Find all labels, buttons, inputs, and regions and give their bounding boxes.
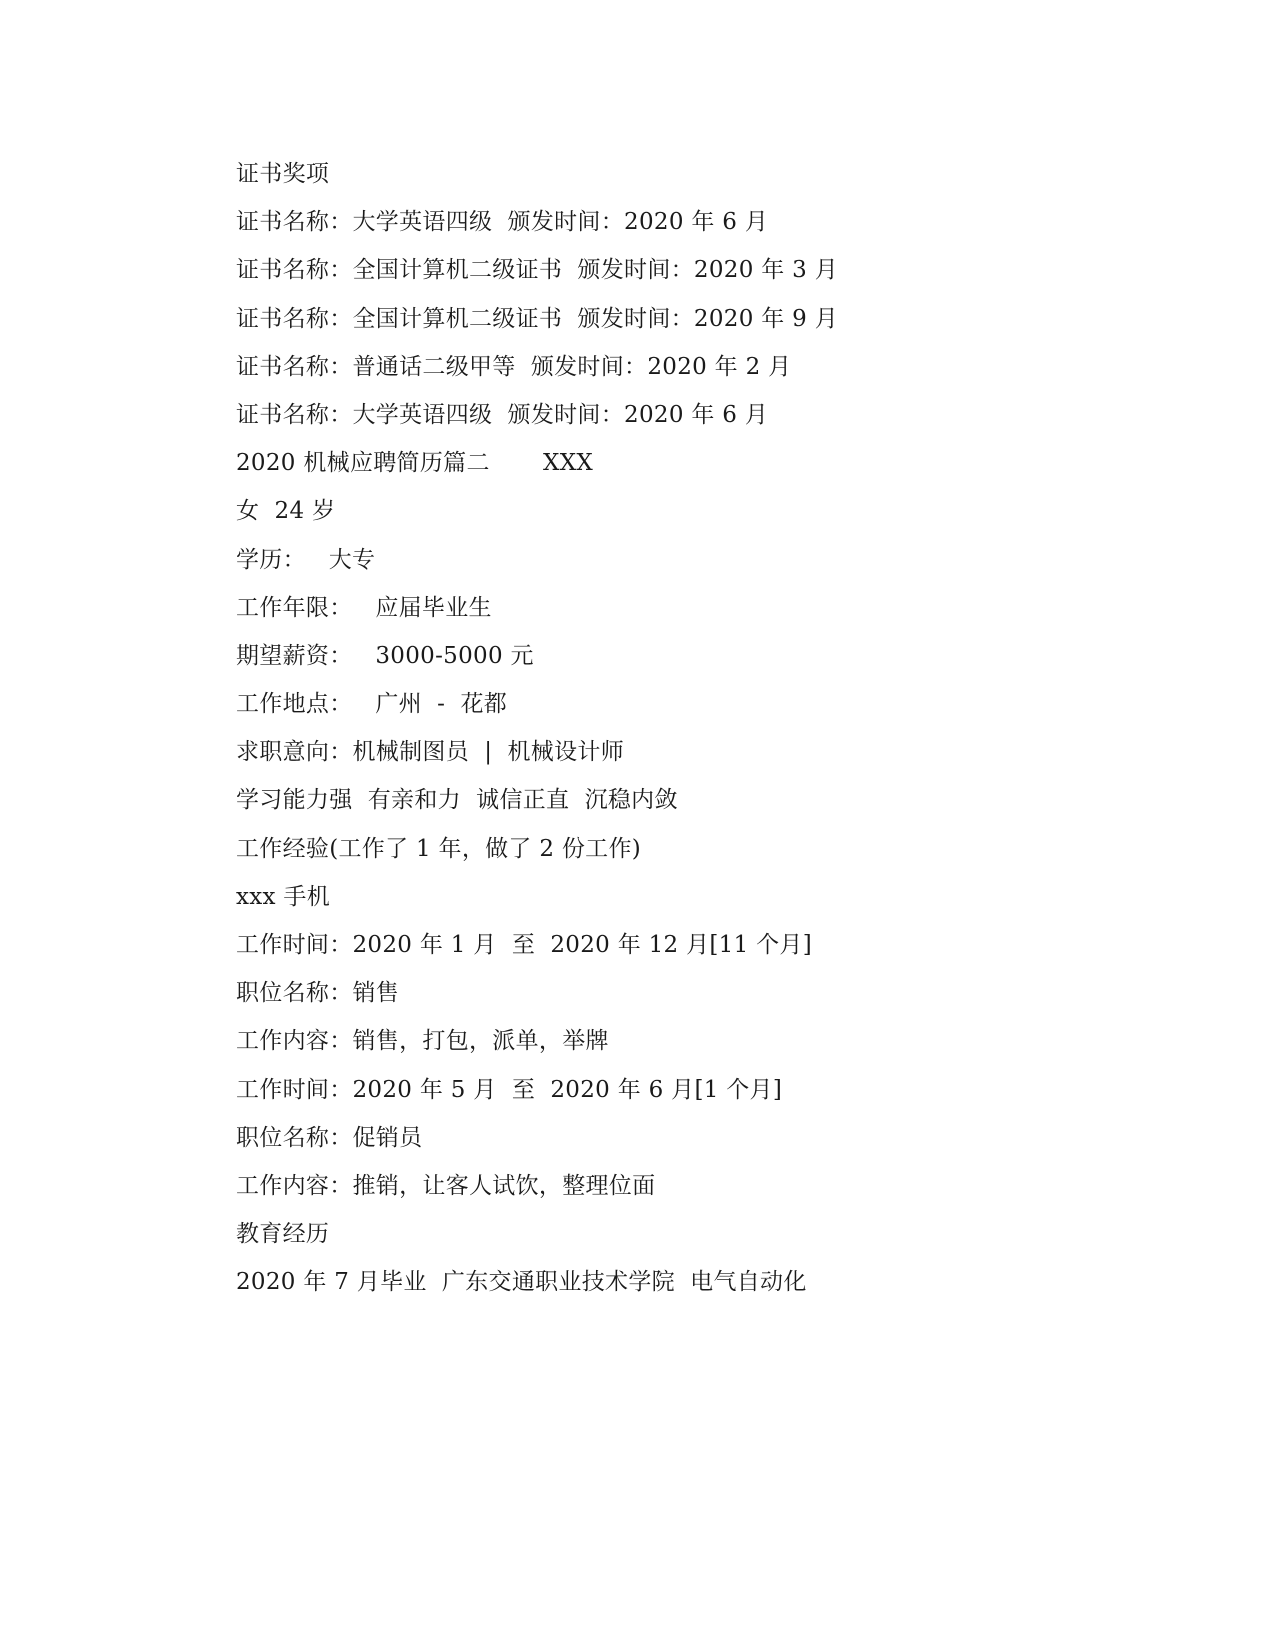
gender-age: 女 24 岁 xyxy=(236,498,336,525)
position-title: 职位名称：销售 xyxy=(236,980,400,1007)
education-entry: 2020 年 7 月毕业 广东交通职业技术学院 电气自动化 xyxy=(236,1269,807,1296)
certificate-line: 证书名称：全国计算机二级证书 颁发时间：2020 年 9 月 xyxy=(236,305,839,332)
job-intention: 求职意向：机械制图员 | 机械设计师 xyxy=(236,739,624,766)
personal-traits: 学习能力强 有亲和力 诚信正直 沉稳内敛 xyxy=(236,787,678,814)
certificate-line: 证书名称：全国计算机二级证书 颁发时间：2020 年 3 月 xyxy=(236,257,839,284)
certificate-line: 证书名称：普通话二级甲等 颁发时间：2020 年 2 月 xyxy=(236,353,792,380)
expected-salary: 期望薪资： 3000-5000 元 xyxy=(236,642,534,669)
resume-title: 2020 机械应聘简历篇二 XXX xyxy=(236,450,594,477)
section-heading-experience: 工作经验(工作了 1 年，做了 2 份工作) xyxy=(236,835,642,862)
section-heading-certificates: 证书奖项 xyxy=(236,161,330,187)
work-location: 工作地点： 广州 - 花都 xyxy=(236,691,508,718)
section-heading-education: 教育经历 xyxy=(236,1221,330,1248)
position-title: 职位名称：促销员 xyxy=(236,1124,423,1151)
work-description: 工作内容：销售，打包，派单，举牌 xyxy=(236,1028,609,1055)
employer-name: xxx 手机 xyxy=(236,883,331,910)
work-description: 工作内容：推销，让客人试饮，整理位面 xyxy=(236,1172,656,1199)
education-level: 学历： 大专 xyxy=(236,546,376,573)
work-years: 工作年限： 应届毕业生 xyxy=(236,594,492,621)
certificate-line: 证书名称：大学英语四级 颁发时间：2020 年 6 月 xyxy=(236,209,769,236)
certificate-line: 证书名称：大学英语四级 颁发时间：2020 年 6 月 xyxy=(236,401,769,428)
work-period: 工作时间：2020 年 1 月 至 2020 年 12 月[11 个月] xyxy=(236,932,813,958)
resume-text-block xyxy=(236,150,1136,1307)
work-period: 工作时间：2020 年 5 月 至 2020 年 6 月[1 个月] xyxy=(236,1076,783,1103)
